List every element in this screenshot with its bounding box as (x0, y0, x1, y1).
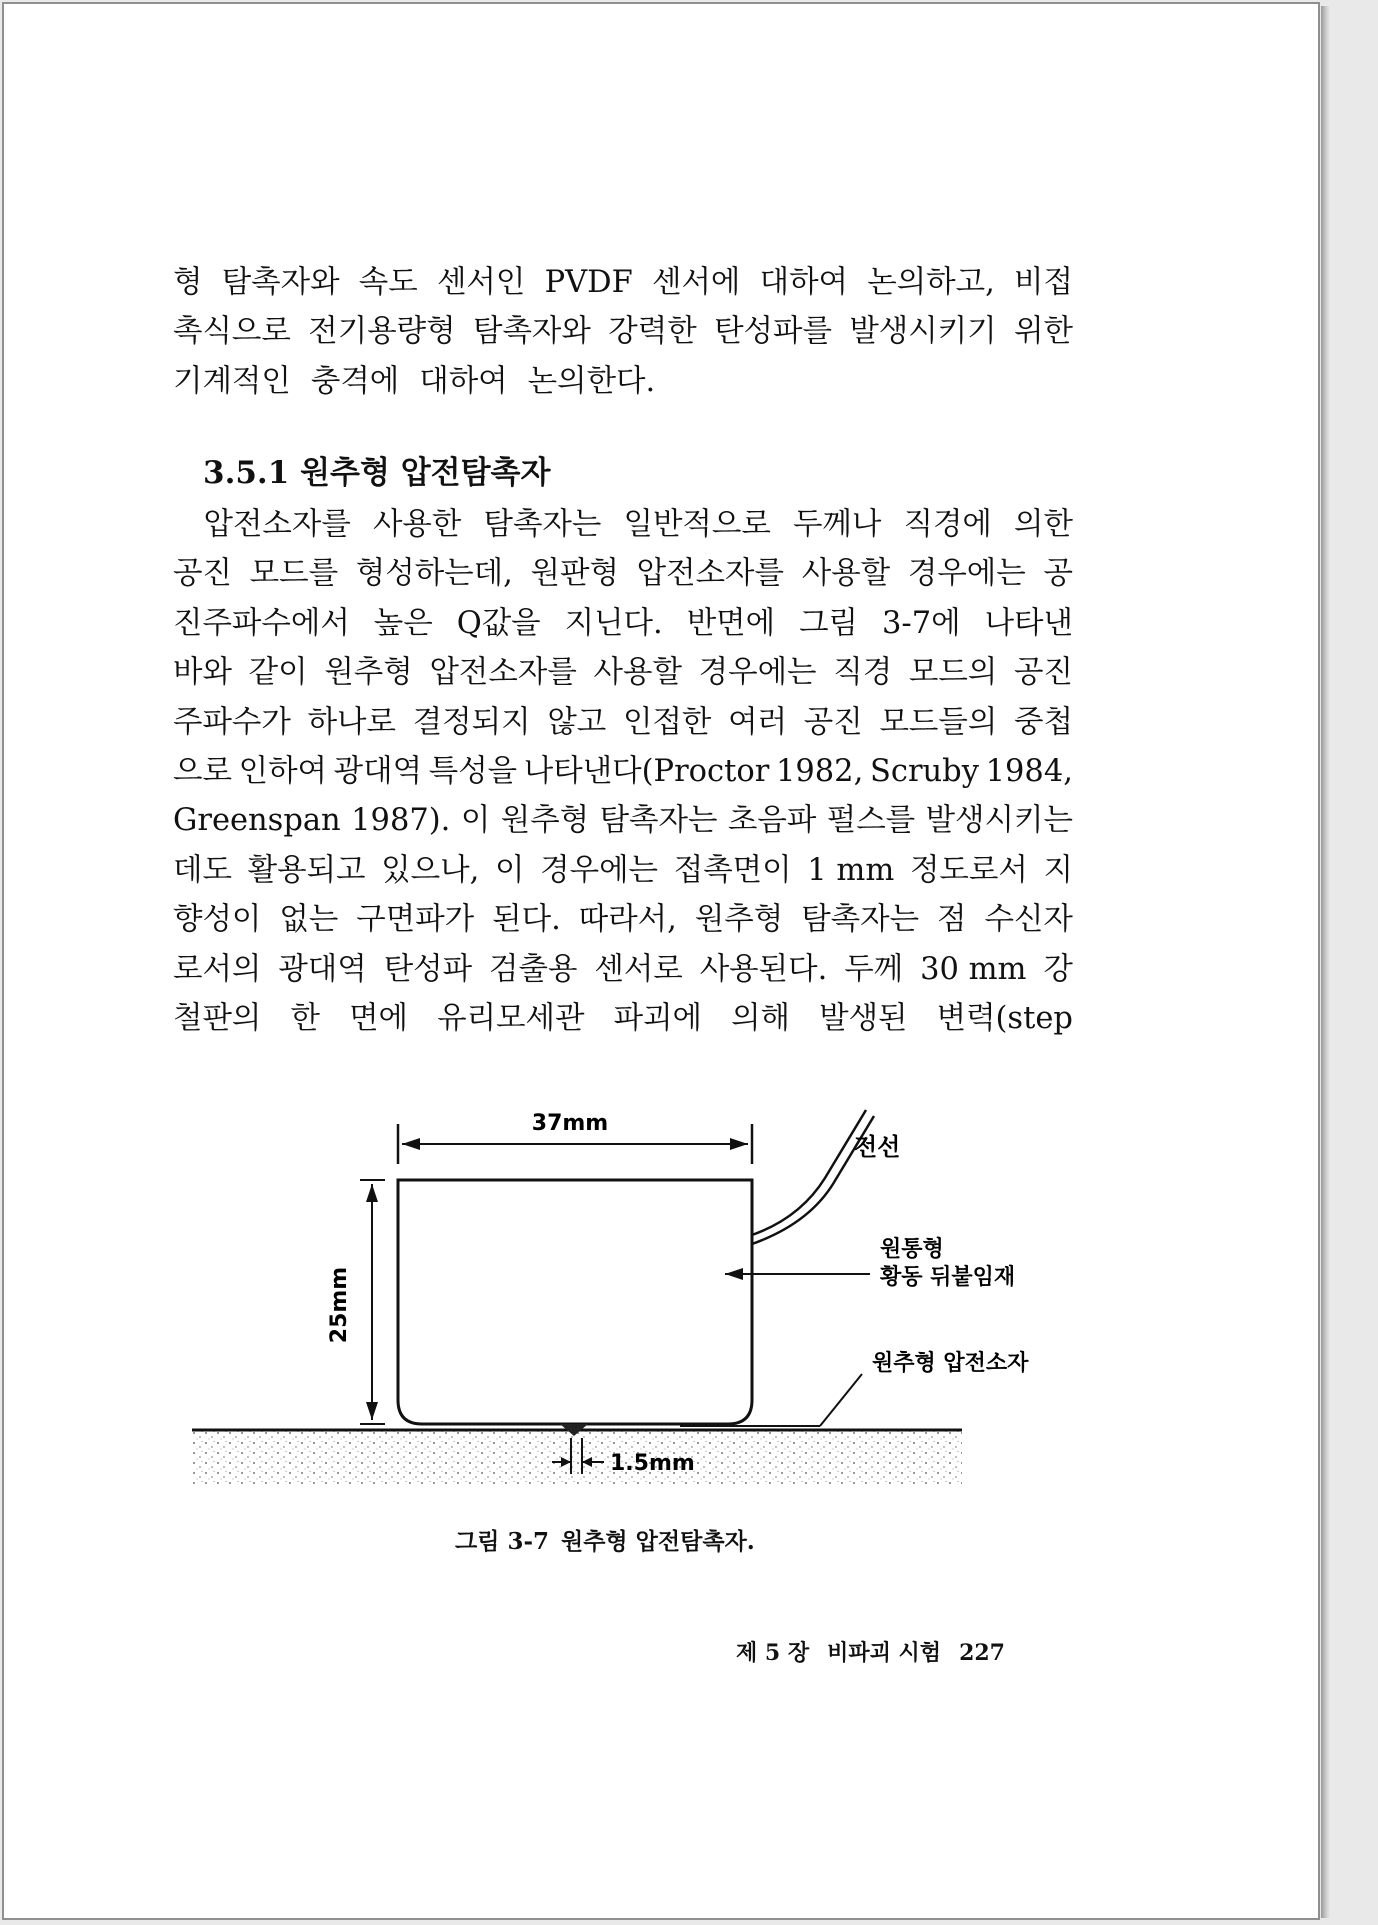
word: 인접한 (622, 704, 712, 740)
word: 원판형 (530, 556, 619, 592)
word: 공진 (173, 556, 232, 592)
intro-line (173, 258, 1073, 307)
word: 나타낸다(Proctor (523, 754, 770, 790)
word: 유리모세관 (437, 1001, 585, 1037)
word: 있으나, (381, 852, 480, 888)
label-element: 원추형 압전소자 (872, 1351, 1029, 1376)
word: 활용되고 (247, 852, 366, 888)
body-line (173, 895, 1073, 944)
body-line (173, 945, 1073, 994)
word: 논의하고, (867, 265, 995, 300)
word: 지닌다. (564, 605, 663, 641)
word: 진주파수에서 (173, 605, 350, 641)
label-backing-line2: 황동 뒤붙임재 (880, 1265, 1016, 1290)
word: 탐촉자는 (801, 902, 920, 938)
word: 원추형 (324, 655, 413, 691)
dim-height-label: 25mm (327, 1266, 352, 1344)
word: 센서에 (652, 265, 741, 300)
word: 경우에는 (698, 655, 817, 691)
word: 여러 (728, 704, 788, 740)
word: 사용한 (372, 507, 462, 542)
steel-plate (192, 1430, 962, 1486)
word: 기계적인 (173, 363, 291, 399)
word: 인하여 (238, 754, 327, 790)
word: 압전소자를 (429, 655, 577, 691)
word: 로서의 (173, 951, 262, 987)
page-footer (736, 1636, 1023, 1667)
word: 검출용 (489, 951, 578, 987)
word: 점 (937, 902, 967, 938)
word: Greenspan (173, 803, 341, 839)
word: 정도로서 (909, 852, 1028, 888)
word: 따라서, (578, 902, 677, 938)
word: 결정되지 (412, 704, 531, 740)
section-heading: 3.5.1 원추형 압전탐촉자 (203, 455, 551, 491)
word: 논의한다. (527, 363, 656, 399)
word: 두께 (844, 951, 904, 987)
body-line (173, 648, 1073, 697)
word: 30 mm (920, 951, 1027, 987)
brass-backing-outline (398, 1180, 752, 1424)
word: 속도 (358, 265, 418, 300)
footer-chapter: 제 5 장 (736, 1640, 810, 1666)
page-number: 227 (959, 1640, 1005, 1666)
element-leader (820, 1374, 862, 1426)
dim-contact-label: 1.5mm (610, 1451, 695, 1476)
word: 경우에는 (540, 852, 659, 888)
word: 으로 (173, 754, 232, 790)
word: 사용된다. (699, 951, 828, 987)
word: 센서인 (436, 265, 526, 300)
word: 펄스를 (826, 803, 916, 839)
body-line (173, 994, 1073, 1043)
word: 1 mm (807, 852, 895, 888)
word: 공 (1043, 556, 1073, 592)
word: 원추형 (694, 902, 784, 938)
word: 발생시키는 (925, 803, 1073, 839)
word: 반면에 (686, 605, 776, 641)
word: 않고 (547, 704, 607, 740)
word: 사용할 (593, 655, 682, 691)
word: 탐촉자는 (599, 803, 718, 839)
word: 데도 (173, 852, 232, 888)
word: 광대역 (278, 951, 367, 987)
word: 그림 (799, 605, 858, 641)
word: 광대역 (333, 754, 423, 790)
intro-line (173, 307, 1073, 356)
word: 압전소자를 (636, 556, 784, 592)
body-line (173, 846, 1073, 895)
word: 철판의 (173, 1001, 262, 1037)
word: 위한 (1014, 314, 1073, 350)
word: 중첩 (1014, 704, 1073, 740)
body-line (173, 796, 1073, 845)
word: 탄성파 (383, 951, 473, 987)
word: 구면파가 (356, 902, 475, 938)
figure-title: 원추형 압전탐촉자. (561, 1528, 755, 1555)
word: 파괴에 (613, 1001, 702, 1037)
word: 형 (173, 265, 203, 300)
word: 강 (1043, 951, 1073, 987)
word: 두께나 (792, 507, 882, 542)
word: 한 (290, 1001, 320, 1037)
word: 이 (460, 803, 491, 839)
word: 모드를 (249, 556, 339, 592)
word: 충격에 (310, 363, 400, 399)
body-line (173, 500, 1073, 549)
word: 향성이 (173, 902, 262, 938)
word: 접촉면이 (673, 852, 792, 888)
word: 대하여 (419, 363, 508, 399)
word: 1982, (775, 754, 864, 790)
body-line (173, 698, 1073, 747)
figure-number: 그림 3-7 (455, 1528, 549, 1555)
word: 의한 (1014, 507, 1073, 542)
word: 형성하는데, (355, 556, 513, 592)
word: 대하여 (759, 265, 849, 300)
word: 비접 (1014, 265, 1073, 300)
word: 나타낸 (984, 605, 1073, 641)
footer-chapter-title: 비파괴 시험 (827, 1640, 942, 1666)
word: PVDF (544, 265, 633, 300)
word: 압전소자를 (173, 507, 351, 542)
word: 사용할 (801, 556, 891, 592)
word: 특성을 (428, 754, 518, 790)
intro-line (173, 357, 1073, 406)
word: 모드들의 (879, 704, 998, 740)
figure-conical-transducer (180, 1100, 1029, 1500)
word: 발생된 (819, 1001, 908, 1037)
dim-width-label: 37mm (531, 1111, 609, 1136)
word: 공진 (1014, 655, 1073, 691)
word: 탄성파를 (714, 314, 832, 350)
word: 주파수가 (173, 704, 291, 740)
word: 직경에 (903, 507, 992, 542)
word: 하나로 (307, 704, 396, 740)
word: 이 (495, 852, 525, 888)
word: 변력(step (936, 1001, 1073, 1037)
word: 강력한 (608, 314, 697, 350)
word: 면에 (349, 1001, 409, 1037)
word: 전기용량형 (308, 314, 456, 350)
body-paragraph (173, 500, 1073, 1043)
word: Scruby (869, 754, 979, 790)
word: 탐촉자와 (221, 265, 340, 300)
word: 3-7에 (881, 605, 961, 641)
word: 1987). (351, 803, 451, 839)
word: 수신자 (984, 902, 1073, 938)
word: 일반적으로 (623, 507, 771, 542)
body-line (173, 599, 1073, 648)
word: 된다. (492, 902, 561, 938)
word: 촉식으로 (173, 314, 291, 350)
word: 센서로 (594, 951, 683, 987)
word: 모드의 (908, 655, 998, 691)
label-wire: 전선 (854, 1133, 901, 1161)
word: 지 (1043, 852, 1073, 888)
word: 같이 (248, 655, 308, 691)
label-backing-line1: 원통형 (880, 1237, 944, 1262)
word: 없는 (279, 902, 339, 938)
word: 의해 (731, 1001, 790, 1037)
word: 발생시키기 (849, 314, 997, 350)
word: 원추형 (500, 803, 590, 839)
word: 직경 (833, 655, 893, 691)
word: 초음파 (727, 803, 817, 839)
word: Q값을 (456, 605, 541, 641)
body-line (173, 747, 1073, 796)
word: 탐촉자는 (483, 507, 602, 542)
word: 높은 (373, 605, 433, 641)
word: 바와 (173, 655, 232, 691)
word: 탐촉자와 (473, 314, 591, 350)
wire-line-1 (752, 1110, 866, 1235)
word: 공진 (803, 704, 863, 740)
intro-paragraph (173, 258, 1073, 406)
word: 1984, (985, 754, 1073, 790)
word: 경우에는 (907, 556, 1026, 592)
page-edge-shadow (1321, 6, 1331, 1918)
figure-caption (455, 1523, 767, 1556)
body-line (173, 549, 1073, 598)
